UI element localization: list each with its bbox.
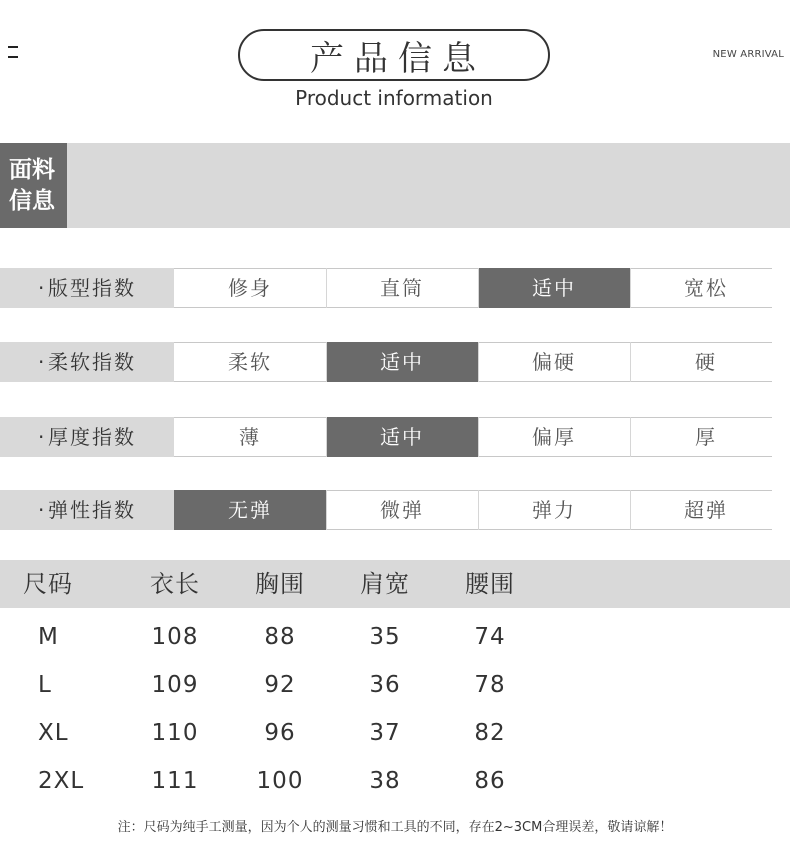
attribute-row <box>0 417 772 457</box>
size-measurement: 88 <box>264 624 296 650</box>
new-arrival-badge: NEW ARRIVAL <box>712 49 784 60</box>
option-divider <box>326 268 327 308</box>
size-label: M <box>38 624 59 650</box>
attribute-option: 修身 <box>228 276 272 300</box>
attribute-row <box>0 490 772 530</box>
bullet-dot: · <box>38 425 47 449</box>
attribute-name-text: 厚度指数 <box>48 425 136 449</box>
attribute-option-selected: 无弹 <box>174 490 326 530</box>
option-divider <box>478 417 479 457</box>
attribute-option: 微弹 <box>380 498 424 522</box>
size-measurement: 109 <box>151 672 199 698</box>
attribute-option: 直筒 <box>380 276 424 300</box>
size-table-header <box>0 560 790 608</box>
bullet-dot: · <box>38 350 47 374</box>
bullet-dot: · <box>38 276 47 300</box>
size-measurement: 74 <box>474 624 506 650</box>
size-label: XL <box>38 720 69 746</box>
attribute-option: 偏硬 <box>532 350 576 374</box>
attribute-name-text: 版型指数 <box>48 276 136 300</box>
size-measurement: 108 <box>151 624 199 650</box>
fabric-banner <box>0 143 790 228</box>
attribute-option: 偏厚 <box>532 425 576 449</box>
option-divider <box>630 342 631 382</box>
page-title: 产品信息 <box>238 29 550 81</box>
size-column-header: 肩宽 <box>360 570 410 598</box>
size-measurement: 110 <box>151 720 199 746</box>
size-measurement: 100 <box>256 768 304 794</box>
size-measurement: 35 <box>369 624 401 650</box>
attribute-name <box>0 268 174 308</box>
attribute-option: 宽松 <box>684 276 728 300</box>
attribute-option: 厚 <box>695 425 717 449</box>
option-divider <box>326 490 327 530</box>
option-divider <box>478 490 479 530</box>
page-subtitle: Product information <box>295 86 493 110</box>
size-measurement: 36 <box>369 672 401 698</box>
size-measurement: 82 <box>474 720 506 746</box>
size-label: L <box>38 672 52 698</box>
size-measurement: 37 <box>369 720 401 746</box>
option-divider <box>478 268 479 308</box>
bullet-dot: · <box>38 498 47 522</box>
footnote: 注：尺码为纯手工测量，因为个人的测量习惯和工具的不同，存在2~3CM合理误差，敬请谅解！ <box>117 820 673 835</box>
option-divider <box>326 342 327 382</box>
attribute-name-text: 柔软指数 <box>48 350 136 374</box>
size-label: 2XL <box>38 768 85 794</box>
attribute-name <box>0 490 174 530</box>
attribute-option: 柔软 <box>228 350 272 374</box>
attribute-option-selected: 适中 <box>326 417 478 457</box>
size-measurement: 86 <box>474 768 506 794</box>
size-measurement: 92 <box>264 672 296 698</box>
size-column-header: 衣长 <box>150 570 200 598</box>
option-divider <box>630 417 631 457</box>
option-divider <box>630 268 631 308</box>
option-divider <box>478 342 479 382</box>
option-divider <box>630 490 631 530</box>
size-measurement: 96 <box>264 720 296 746</box>
attribute-option: 硬 <box>695 350 717 374</box>
attribute-option: 薄 <box>239 425 261 449</box>
size-measurement: 78 <box>474 672 506 698</box>
size-column-header: 胸围 <box>255 570 305 598</box>
attribute-name-text: 弹性指数 <box>48 498 136 522</box>
attribute-row <box>0 342 772 382</box>
attribute-name <box>0 342 174 382</box>
option-divider <box>326 417 327 457</box>
menu-icon[interactable] <box>8 46 18 60</box>
size-column-header: 尺码 <box>23 570 73 598</box>
attribute-option-selected: 适中 <box>326 342 478 382</box>
fabric-label-line2: 信息 <box>9 188 55 214</box>
size-column-header: 腰围 <box>465 570 515 598</box>
attribute-name <box>0 417 174 457</box>
size-measurement: 111 <box>151 768 199 794</box>
fabric-label <box>0 143 67 228</box>
attribute-option: 弹力 <box>532 498 576 522</box>
attribute-option: 超弹 <box>684 498 728 522</box>
attribute-row <box>0 268 772 308</box>
size-measurement: 38 <box>369 768 401 794</box>
fabric-label-line1: 面料 <box>9 157 55 183</box>
attribute-option-selected: 适中 <box>478 268 630 308</box>
